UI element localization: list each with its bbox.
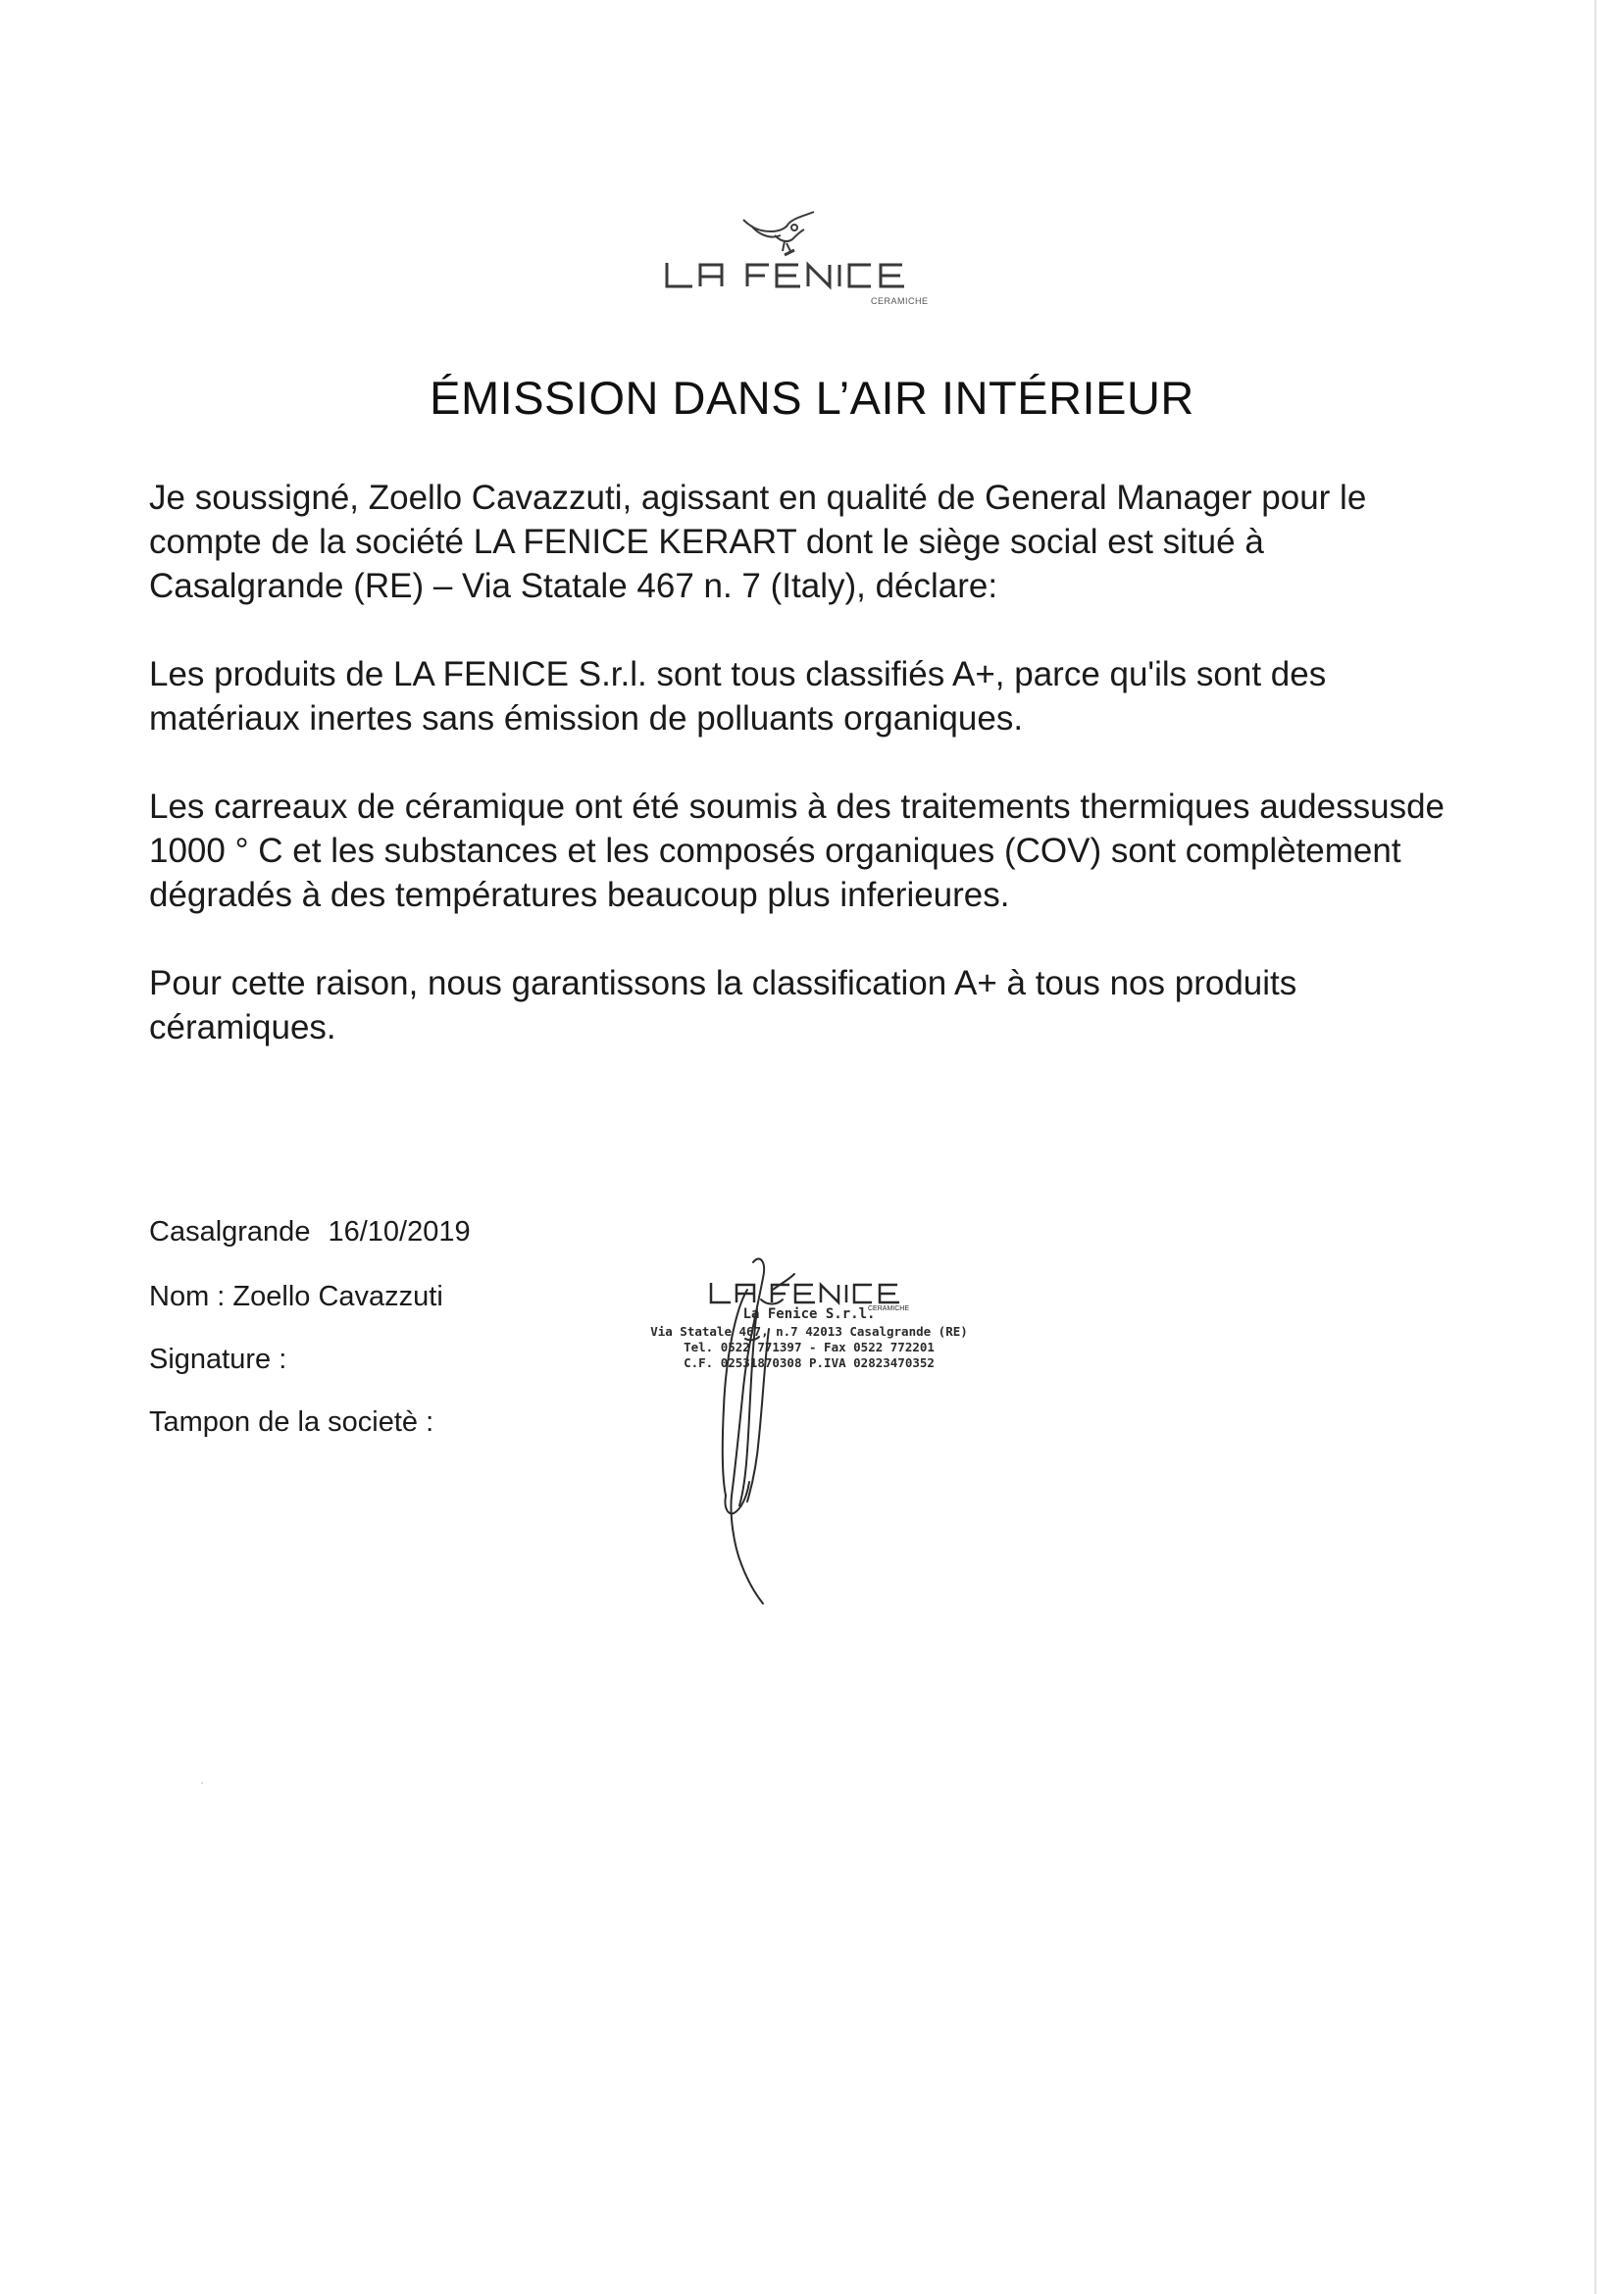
svg-text:CERAMICHE: CERAMICHE bbox=[868, 1305, 910, 1312]
svg-text:Via Statale 467, n.7 42013 Cas: Via Statale 467, n.7 42013 Casalgrande (RE) bbox=[650, 1324, 968, 1339]
classification-paragraph: Les produits de LA FENICE S.r.l. sont tous classifiés A+, parce qu'ils sont des matériaux inertes sans émission de polluants organiques. bbox=[149, 655, 1327, 738]
svg-text:CERAMICHE: CERAMICHE bbox=[871, 296, 929, 306]
scan-speck bbox=[201, 1782, 203, 1784]
phoenix-logo-icon bbox=[657, 206, 951, 314]
svg-text:Tel. 0522 771397 - Fax 0522 77: Tel. 0522 771397 - Fax 0522 772201 bbox=[684, 1340, 935, 1354]
stamp-label: Tampon de la societè : bbox=[149, 1406, 434, 1438]
guarantee-paragraph: Pour cette raison, nous garantissons la classification A+ à tous nos produits céramiques. bbox=[149, 964, 1297, 1046]
document-title: ÉMISSION DANS L’AIR INTÉRIEUR bbox=[430, 372, 1194, 424]
place-and-date bbox=[149, 1216, 471, 1249]
signature-scribble-icon bbox=[686, 1250, 814, 1613]
handwritten-signature bbox=[686, 1250, 814, 1613]
thermal-treatment-paragraph: Les carreaux de céramique ont été soumis à des traitements thermiques audessusde 1000 ° C et les substances et les composés organiques (COV) sont complètement dégradés à des températures beaucoup plus inferieures. bbox=[149, 788, 1445, 914]
place: Casalgrande bbox=[149, 1216, 311, 1248]
svg-text:C.F. 02531870308 P.IVA 028234: C.F. 02531870308 P.IVA 02823470352 bbox=[684, 1355, 935, 1370]
date: 16/10/2019 bbox=[328, 1216, 471, 1248]
company-logo bbox=[657, 206, 951, 314]
page-edge-shadow bbox=[1595, 0, 1597, 2294]
name-line: Nom : Zoello Cavazzuti bbox=[149, 1281, 443, 1312]
signature-label: Signature : bbox=[149, 1344, 287, 1375]
declaration-paragraph: Je soussigné, Zoello Cavazzuti, agissant en qualité de General Manager pour le compte de la société LA FENICE KERART dont le siège social est situé à Casalgrande (RE) – Via Statale 467 n. 7 (Italy), déclare: bbox=[149, 479, 1367, 605]
svg-text:La Fenice S.r.l.: La Fenice S.r.l. bbox=[742, 1306, 876, 1322]
